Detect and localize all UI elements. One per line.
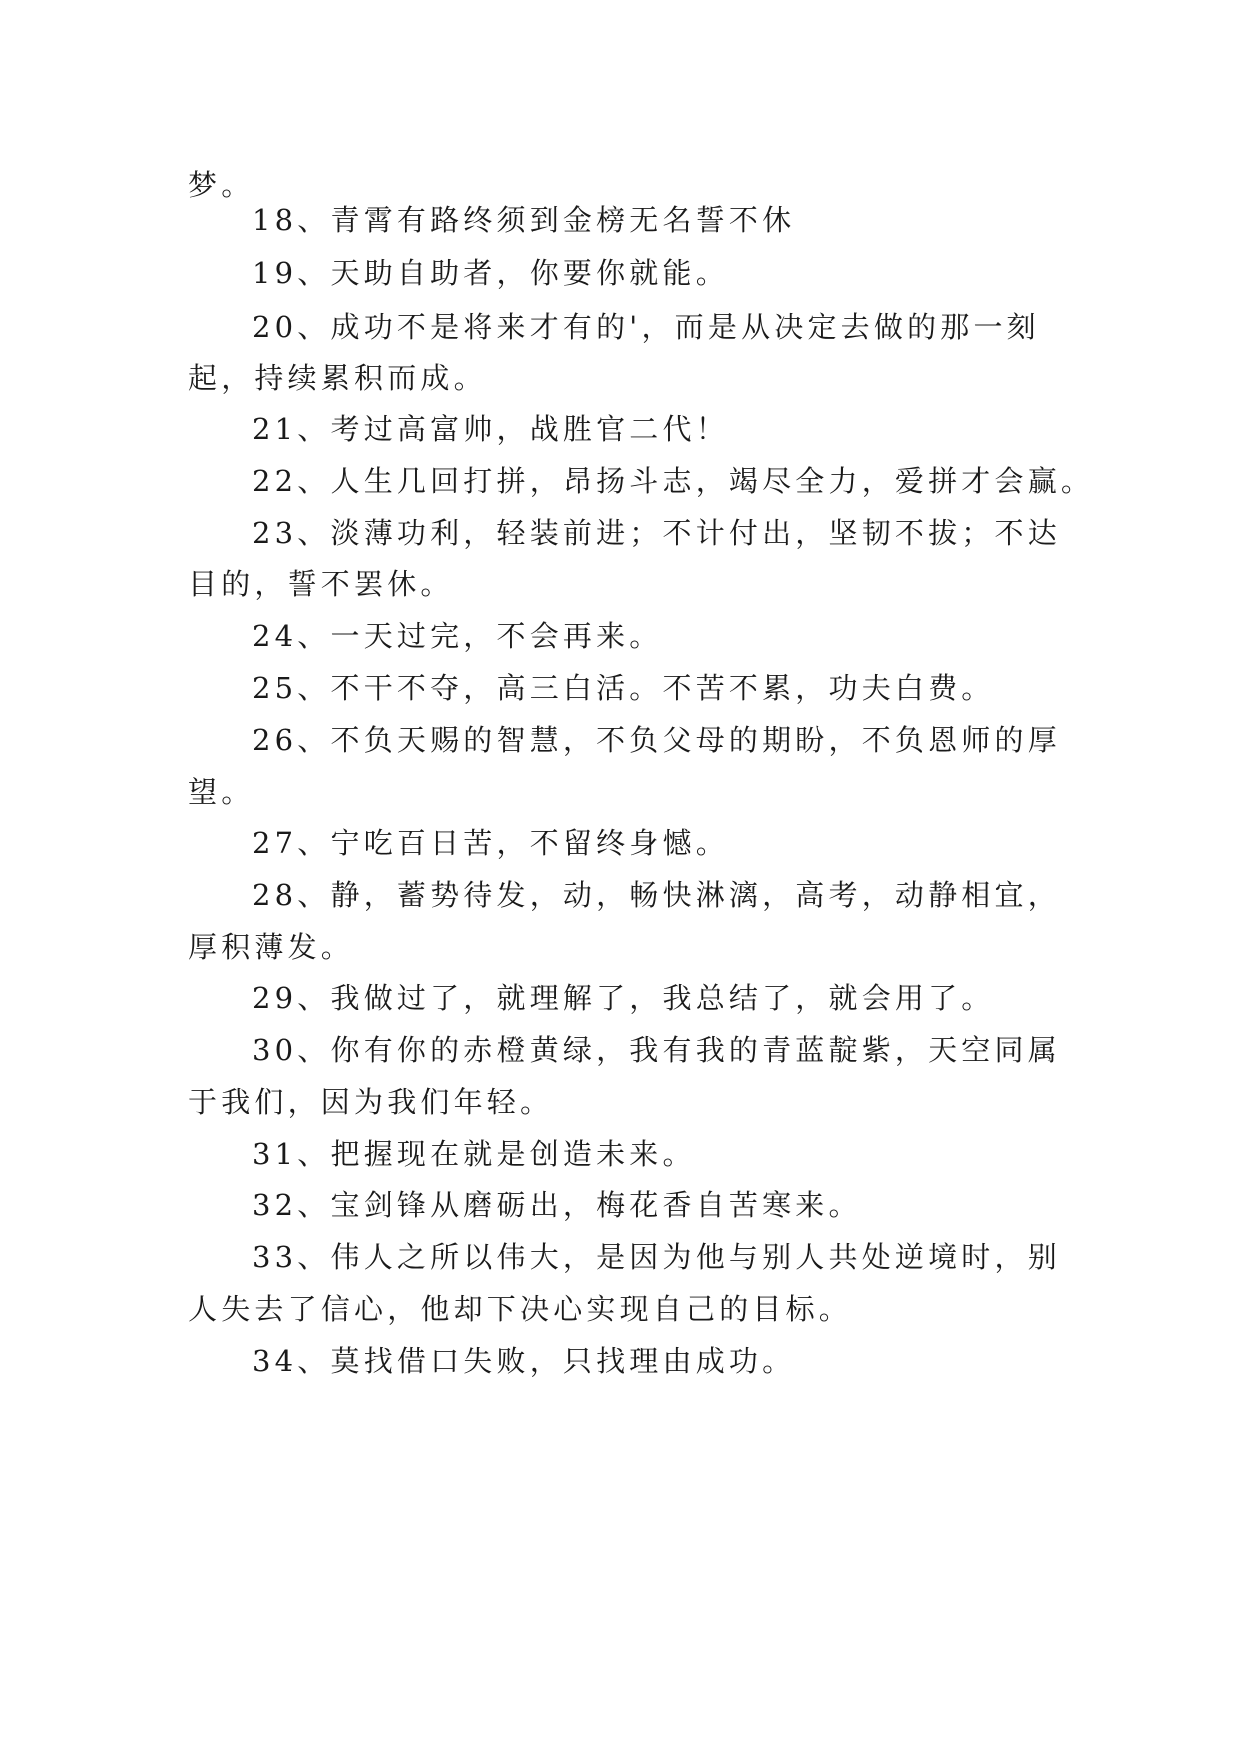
text-line: 厚积薄发。 <box>188 930 355 964</box>
text-line: 32、宝剑锋从磨砺出，梅花香自苦寒来。 <box>252 1188 862 1222</box>
text-line: 26、不负天赐的智慧，不负父母的期盼，不负恩师的厚 <box>252 723 1061 757</box>
text-line: 22、人生几回打拼，昂扬斗志，竭尽全力，爱拼才会赢。 <box>252 464 1095 498</box>
text-line: 于我们，因为我们年轻。 <box>188 1085 554 1119</box>
text-line: 29、我做过了，就理解了，我总结了，就会用了。 <box>252 981 995 1015</box>
text-line: 目的，誓不罢休。 <box>188 567 454 601</box>
text-line: 31、把握现在就是创造未来。 <box>252 1137 696 1171</box>
text-line: 34、莫找借口失败，只找理由成功。 <box>252 1344 796 1378</box>
text-line: 19、天助自助者，你要你就能。 <box>252 256 729 290</box>
text-line: 23、淡薄功利，轻装前进；不计付出，坚韧不拔；不达 <box>252 516 1061 550</box>
text-line: 梦。 <box>188 168 255 202</box>
text-line: 27、宁吃百日苦，不留终身憾。 <box>252 826 729 860</box>
text-line: 33、伟人之所以伟大，是因为他与别人共处逆境时，别 <box>252 1240 1061 1274</box>
text-line: 18、青霄有路终须到金榜无名誓不休 <box>252 203 796 237</box>
text-line: 起，持续累积而成。 <box>188 361 487 395</box>
text-line: 25、不干不夺，高三白活。不苦不累，功夫白费。 <box>252 671 995 705</box>
text-line: 21、考过高富帅，战胜官二代！ <box>252 412 729 446</box>
text-line: 望。 <box>188 775 255 809</box>
text-line: 20、成功不是将来才有的'，而是从决定去做的那一刻 <box>252 310 1040 344</box>
text-line: 24、一天过完，不会再来。 <box>252 619 663 653</box>
text-line: 人失去了信心，他却下决心实现自己的目标。 <box>188 1292 853 1326</box>
text-line: 28、静，蓄势待发，动，畅快淋漓，高考，动静相宜， <box>252 878 1061 912</box>
text-line: 30、你有你的赤橙黄绿，我有我的青蓝靛紫，天空同属 <box>252 1033 1061 1067</box>
